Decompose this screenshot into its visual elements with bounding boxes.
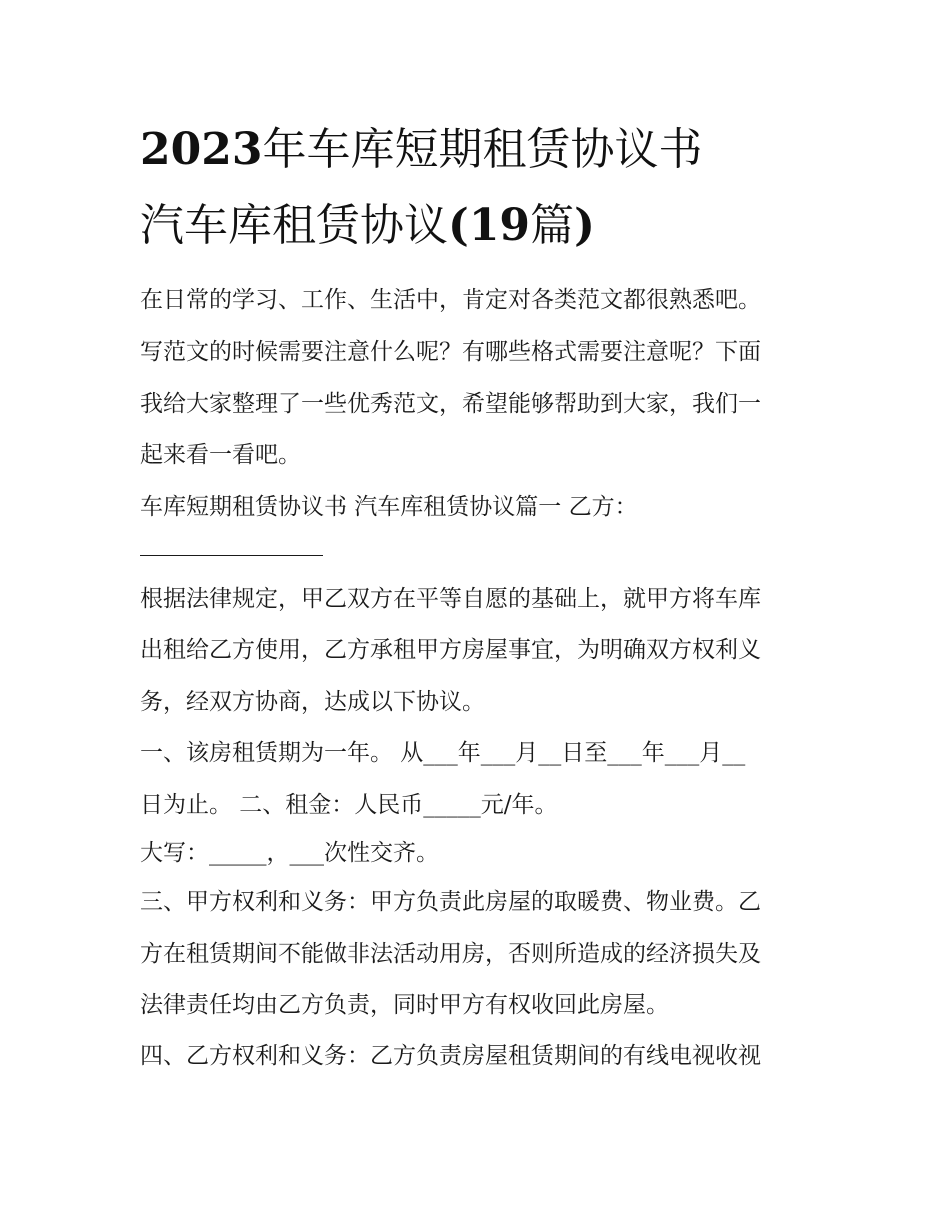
document-title-line-2 [140, 200, 820, 251]
intro-line-4: 起来看一看吧。 [140, 442, 301, 468]
clause-1-line-1: 一、该房租赁期为一年。 从___年___月__日至___年___月__ [140, 740, 746, 766]
clause-4-line-1: 四、乙方权利和义务：乙方负责房屋租赁期间的有线电视收视 [140, 1043, 761, 1069]
clause-3-line-3: 法律责任均由乙方负责，同时甲方有权收回此房屋。 [140, 992, 669, 1018]
title-text-2: 汽车库租赁协议 [140, 200, 448, 251]
blank-signature-line [140, 555, 323, 556]
intro-line-2: 写范文的时候需要注意什么呢？有哪些格式需要注意呢？下面 [140, 339, 761, 365]
title-text-1: 年车库短期租赁协议书 [262, 124, 703, 175]
clause-2-line: 大写：_____，___次性交齐。 [140, 840, 439, 866]
clause-3-line-2: 方在租赁期间不能做非法活动用房，否则所造成的经济损失及 [140, 941, 761, 967]
body-line-2: 出租给乙方使用，乙方承租甲方房屋事宜，为明确双方权利义 [140, 637, 761, 663]
document-title-line-1 [140, 124, 820, 175]
title-count-word: 篇 [530, 200, 575, 251]
clause-3-line-1: 三、甲方权利和义务：甲方负责此房屋的取暖费、物业费。乙 [140, 889, 761, 915]
intro-line-3: 我给大家整理了一些优秀范文，希望能够帮助到大家，我们一 [140, 391, 761, 417]
section-heading-line: 车库短期租赁协议书 汽车库租赁协议篇一 乙方： [140, 494, 638, 520]
intro-line-1: 在日常的学习、工作、生活中，肯定对各类范文都很熟悉吧。 [140, 287, 761, 313]
body-line-1: 根据法律规定，甲乙双方在平等自愿的基础上，就甲方将车库 [140, 586, 761, 612]
title-year: 2023 [140, 124, 263, 175]
clause-1-line-2: 日为止。 二、租金：人民币_____元/年。 [140, 792, 558, 818]
body-line-3: 务，经双方协商，达成以下协议。 [140, 689, 485, 715]
title-count-open: (19 [448, 200, 531, 251]
title-count-close: ) [574, 200, 595, 251]
